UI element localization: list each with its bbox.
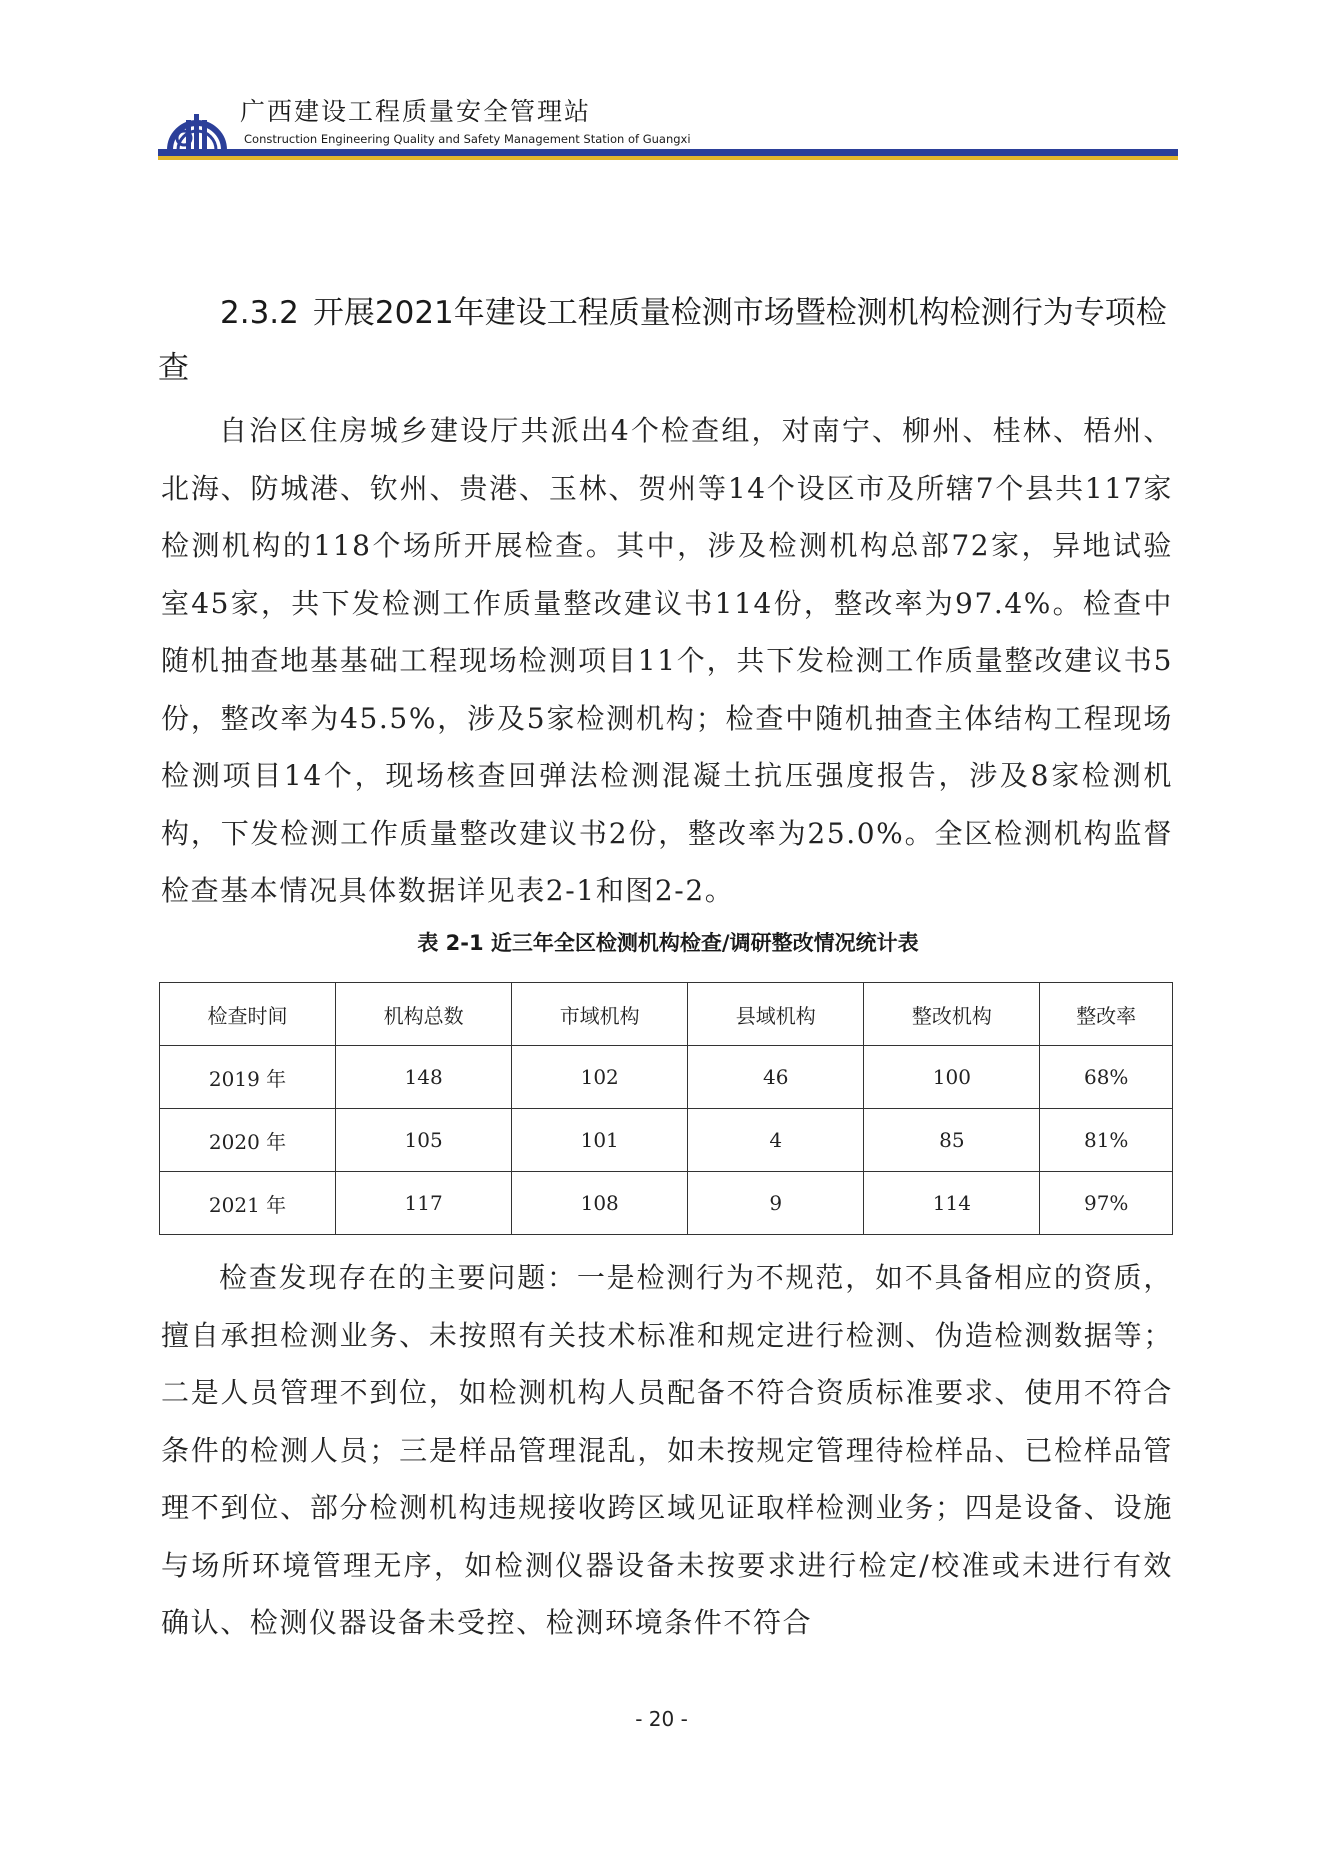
table-cell: 108 [512,1172,688,1235]
column-header: 整改机构 [864,983,1040,1046]
table-cell: 101 [512,1109,688,1172]
header-rule-gold [158,156,1178,160]
table-cell: 2019 年 [160,1046,336,1109]
table-cell: 102 [512,1046,688,1109]
page-header [158,92,1178,172]
table-cell: 4 [688,1109,864,1172]
table-header-row [160,983,1173,1046]
table-cell: 81% [1040,1109,1173,1172]
table-cell: 9 [688,1172,864,1235]
table-cell: 68% [1040,1046,1173,1109]
table-cell: 97% [1040,1172,1173,1235]
section-title: 开展2021年建设工程质量检测市场暨检测机构检测行为专项检查 [158,295,1167,386]
column-header: 检查时间 [160,983,336,1046]
org-name-cn: 广西建设工程质量安全管理站 [240,97,592,126]
column-header: 机构总数 [336,983,512,1046]
column-header: 整改率 [1040,983,1173,1046]
table-row [160,1109,1173,1172]
gxjz-arch-logo-icon [162,94,232,154]
inspection-stats-table [159,982,1173,1235]
page-number: - 20 - [635,1707,688,1731]
table-row [160,1172,1173,1235]
table-row [160,1046,1173,1109]
column-header: 县域机构 [688,983,864,1046]
header-rule-blue [158,149,1178,156]
section-number: 2.3.2 [220,295,299,331]
table-cell: 105 [336,1109,512,1172]
table-cell: 85 [864,1109,1040,1172]
table-cell: 100 [864,1046,1040,1109]
table-cell: 114 [864,1172,1040,1235]
table-caption: 表 2-1 近三年全区检测机构检查/调研整改情况统计表 [417,931,919,955]
section-heading [158,286,1178,396]
table-cell: 117 [336,1172,512,1235]
table-cell: 148 [336,1046,512,1109]
table-cell: 2021 年 [160,1172,336,1235]
column-header: 市域机构 [512,983,688,1046]
org-name-en: Construction Engineering Quality and Safety Management Station of Guangxi [244,132,691,146]
table-cell: 2020 年 [160,1109,336,1172]
paragraph-main-problems: 检查发现存在的主要问题：一是检测行为不规范，如不具备相应的资质，擅自承担检测业务、未按照有关技术标准和规定进行检测、伪造检测数据等；二是人员管理不到位，如检测机构人员配备不符合资质标准要求、使用不符合条件的检测人员；三是样品管理混乱，如未按规定管理待检样品、已检样品管理不到位、部分检测机构违规接收跨区域见证取样检测业务；四是设备、设施与场所环境管理无序，如检测仪器设备未按要求进行检定/校准或未进行有效确认、检测仪器设备未受控、检测环境条件不符合 [161,1261,1173,1639]
paragraph-inspection-summary: 自治区住房城乡建设厅共派出4个检查组，对南宁、柳州、桂林、梧州、北海、防城港、钦州、贵港、玉林、贺州等14个设区市及所辖7个县共117家检测机构的118个场所开展检查。其中，涉及检测机构总部72家，异地试验室45家，共下发检测工作质量整改建议书114份，整改率为97.4%。检查中随机抽查地基基础工程现场检测项目11个，共下发检测工作质量整改建议书5份，整改率为45.5%，涉及5家检测机构；检查中随机抽查主体结构工程现场检测项目14个，现场核查回弹法检测混凝土抗压强度报告，涉及8家检测机构，下发检测工作质量整改建议书2份，整改率为25.0%。全区检测机构监督检查基本情况具体数据详见表2-1和图2-2。 [161,414,1173,907]
table-cell: 46 [688,1046,864,1109]
